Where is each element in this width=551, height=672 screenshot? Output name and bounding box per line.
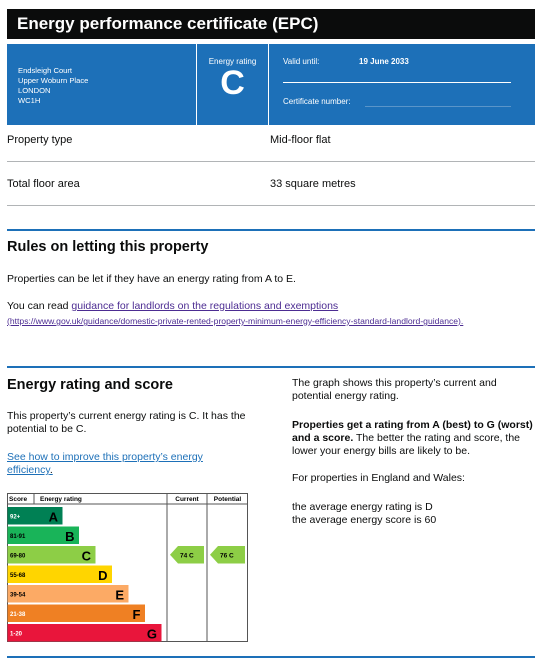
section-divider — [7, 366, 535, 368]
band-score-label: 1-20 — [10, 631, 23, 638]
band-letter-label: G — [146, 626, 157, 642]
address-line: Upper Woburn Place — [18, 76, 89, 85]
guidance-prefix: You can read — [7, 300, 72, 312]
band-letter-label: F — [132, 606, 141, 622]
divider — [7, 161, 535, 162]
band-letter-label: A — [48, 509, 58, 525]
rules-guidance-text — [7, 300, 338, 313]
potential-rating-marker-label: 76 C — [220, 552, 234, 560]
band-score-label: 69-80 — [10, 553, 26, 560]
section-divider — [7, 656, 535, 658]
energy-paragraph: This property’s current energy rating is C. It has the potential to be C. — [7, 410, 246, 435]
band-score-label: 39-54 — [10, 592, 26, 599]
rating-explanation-rest: The better the rating and score, the lower your energy bills are likely to be. — [292, 432, 521, 457]
improve-efficiency-link-text[interactable]: See how to improve this property’s energy efficiency — [7, 451, 203, 476]
band-score-label: 81-91 — [10, 533, 26, 540]
floor-area-label: Total floor area — [7, 178, 80, 190]
chart-header-current: Current — [175, 496, 199, 503]
rating-bar-f — [35, 605, 146, 623]
band-score-label: 21-38 — [10, 611, 26, 618]
property-type-label: Property type — [7, 134, 73, 146]
divider — [7, 205, 535, 206]
certificate-number-value — [365, 106, 511, 107]
band-score-label: 55-68 — [10, 572, 26, 579]
address-line: WC1H — [18, 96, 41, 105]
rating-explanation — [292, 419, 537, 458]
address-line: LONDON — [18, 86, 51, 95]
energy-rating-box — [196, 44, 269, 125]
chart-header-score: Score — [9, 496, 28, 503]
guidance-url[interactable]: (https://www.gov.uk/guidance/domestic-private-rented-property-minimum-energy-efficiency-standard-landlord-guidance). — [7, 316, 464, 326]
band-letter-label: D — [98, 567, 108, 583]
guidance-link[interactable]: guidance for landlords on the regulations and exemptions — [71, 300, 339, 312]
graph-description: The graph shows this property’s current and potential energy rating. — [292, 377, 497, 402]
chart-header-rating: Energy rating — [40, 496, 82, 503]
average-score: the average energy score is 60 — [292, 514, 437, 526]
page-title: Energy performance certificate (EPC) — [7, 9, 535, 39]
certificate-header — [7, 44, 535, 125]
band-score-label: 92+ — [10, 514, 21, 521]
band-letter-label: E — [115, 587, 124, 603]
valid-until-date: 19 June 2033 — [359, 57, 409, 66]
divider — [283, 82, 511, 83]
energy-heading: Energy rating and score — [7, 377, 173, 393]
band-letter-label: C — [81, 548, 91, 564]
average-rating: the average energy rating is D — [292, 501, 433, 513]
rules-heading: Rules on letting this property — [7, 239, 209, 255]
certificate-number-label: Certificate number: — [283, 97, 351, 106]
valid-until-label: Valid until: — [283, 57, 320, 66]
energy-rating-label: Energy rating — [208, 57, 257, 66]
link-suffix: . — [49, 464, 53, 476]
improve-efficiency-link[interactable] — [7, 451, 237, 477]
england-wales-label: For properties in England and Wales: — [292, 472, 465, 484]
energy-rating-chart — [7, 493, 248, 642]
rating-bar-g — [35, 624, 162, 642]
rating-explanation-bold: Properties get a rating from A (best) to G (worst) and a score. — [292, 419, 533, 444]
section-divider — [7, 229, 535, 231]
property-address — [18, 66, 88, 106]
current-rating-marker-label: 74 C — [180, 552, 194, 560]
chart-header-potential: Potential — [213, 496, 242, 503]
rules-paragraph: Properties can be let if they have an energy rating from A to E. — [7, 273, 296, 285]
energy-rating-letter: C — [220, 64, 245, 102]
floor-area-value: 33 square metres — [270, 178, 356, 190]
band-letter-label: B — [65, 528, 75, 544]
property-type-value: Mid-floor flat — [270, 134, 331, 146]
address-line: Endsleigh Court — [18, 66, 73, 75]
